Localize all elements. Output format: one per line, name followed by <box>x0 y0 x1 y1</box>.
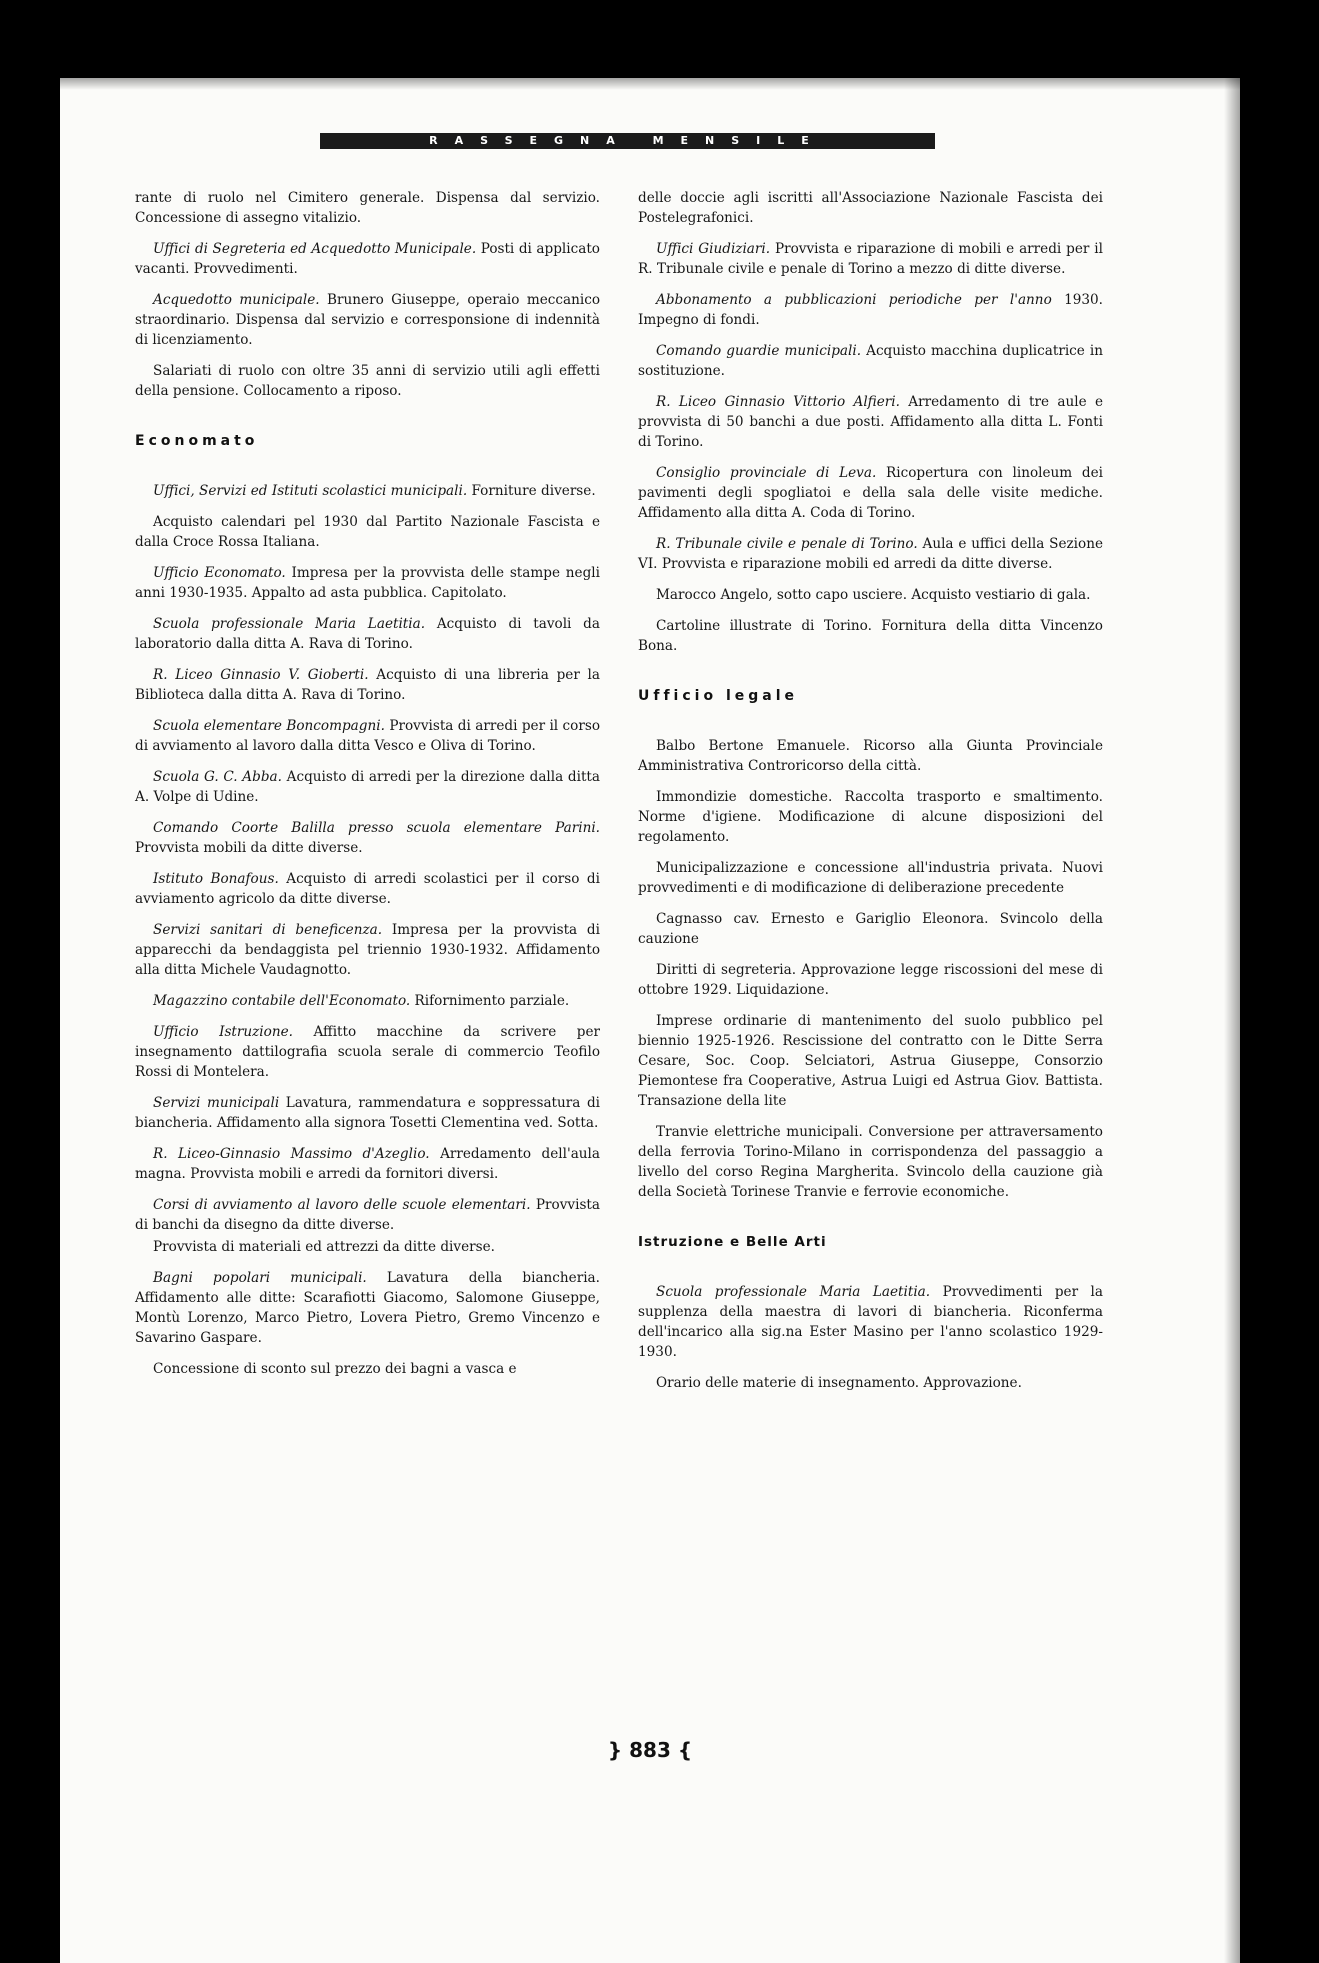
paragraph <box>135 991 600 1011</box>
entry-text: 1930. Impegno di fondi. <box>638 292 1103 328</box>
paragraph <box>135 665 600 705</box>
entry-text: Impresa per la provvista di apparecchi da bendaggista pel triennio 1930-1932. Affidamento alla ditta Michele Vaudagnotto. <box>135 922 600 978</box>
section-heading-economato: Economato <box>135 433 259 449</box>
entry-heading: R. Liceo Ginnasio Vittorio Alfieri. <box>656 394 900 410</box>
paragraph <box>135 1093 600 1133</box>
entry-heading: Acquedotto municipale. <box>153 292 320 308</box>
paragraph: Balbo Bertone Emanuele. Ricorso alla Giunta Provinciale Amministrativa Controricorso della città. <box>638 738 1103 774</box>
entry-text: Lavatura della biancheria. Affidamento alle ditte: Scarafiotti Giacomo, Salomone Giuseppe, Montù Lorenzo, Marco Pietro, Lovera Pietro, Gremo Vincenzo e Savarino Gaspare. <box>135 1270 600 1346</box>
paragraph: Salariati di ruolo con oltre 35 anni di servizio utili agli effetti della pensione. Collocamento a riposo. <box>135 363 600 399</box>
section-heading-ufficio-legale: Ufficio legale <box>638 688 798 704</box>
paragraph <box>135 716 600 756</box>
paragraph: Tranvie elettriche municipali. Conversione per attraversamento della ferrovia Torino-Milano in corrispondenza del passaggio a livello del corso Regina Margherita. Svincolo della cauzione già della Società Torinese Tranvie e ferrovie economiche. <box>638 1124 1103 1200</box>
entry-text: Arredamento di tre aule e provvista di 50 banchi a due posti. Affidamento alla ditta L. Fonti di Torino. <box>638 394 1103 450</box>
entry-heading: Scuola professionale Maria Laetitia. <box>153 616 426 632</box>
paragraph <box>135 481 600 501</box>
entry-text: Provvista mobili da ditte diverse. <box>135 840 363 856</box>
entry-heading: Uffici, Servizi ed Istituti scolastici municipali. <box>153 483 468 499</box>
paragraph <box>638 239 1103 279</box>
right-column <box>638 188 1103 1404</box>
entry-text: Acquisto di arredi per la direzione dalla ditta A. Volpe di Udine. <box>135 769 600 805</box>
paragraph <box>638 534 1103 574</box>
entry-heading: Scuola professionale Maria Laetitia. <box>656 1284 931 1300</box>
paragraph: rante di ruolo nel Cimitero generale. Dispensa dal servizio. Concessione di assegno vitalizio. <box>135 190 600 226</box>
running-header: RASSEGNA MENSILE <box>320 133 935 149</box>
entry-heading: Bagni popolari municipali. <box>153 1270 367 1286</box>
paragraph <box>135 869 600 909</box>
entry-text: Provvedimenti per la supplenza della maestra di lavori di biancheria. Riconferma dell'incarico alla sig.na Ester Masino per l'anno scolastico 1929-1930. <box>638 1284 1103 1360</box>
entry-text: Acquisto di arredi scolastici per il corso di avviamento agricolo da ditte diverse. <box>135 871 600 907</box>
paragraph: Municipalizzazione e concessione all'industria privata. Nuovi provvedimenti e di modificazione di deliberazione precedente <box>638 860 1103 896</box>
entry-heading: R. Liceo-Ginnasio Massimo d'Azeglio. <box>153 1146 430 1162</box>
entry-text: Affitto macchine da scrivere per insegnamento dattilografia scuola serale di commercio Teofilo Rossi di Montelera. <box>135 1024 600 1080</box>
entry-heading: Magazzino contabile dell'Economato. <box>153 993 411 1009</box>
entry-heading: Servizi municipali <box>153 1095 280 1111</box>
entry-heading: Scuola elementare Boncompagni. <box>153 718 385 734</box>
entry-heading: Comando guardie municipali. <box>656 343 862 359</box>
paragraph <box>638 341 1103 381</box>
entry-heading: Servizi sanitari di beneficenza. <box>153 922 383 938</box>
page-shadow <box>60 78 1240 90</box>
paragraph <box>135 818 600 858</box>
entry-heading: Scuola G. C. Abba. <box>153 769 282 785</box>
entry-heading: Uffici di Segreteria ed Acquedotto Municipale. <box>153 241 477 257</box>
page-number: } 883 { <box>607 1738 693 1762</box>
paragraph <box>638 463 1103 523</box>
paragraph <box>135 767 600 807</box>
paragraph: Cartoline illustrate di Torino. Fornitura della ditta Vincenzo Bona. <box>638 618 1103 654</box>
paragraph: Immondizie domestiche. Raccolta trasporto e smaltimento. Norme d'igiene. Modificazione di alcune disposizioni del regolamento. <box>638 789 1103 845</box>
entry-heading: Istituto Bonafous. <box>153 871 279 887</box>
paragraph: Orario delle materie di insegnamento. Approvazione. <box>656 1375 1022 1391</box>
section-heading-istruzione: Istruzione e Belle Arti <box>638 1234 827 1250</box>
paragraph <box>135 920 600 980</box>
entry-heading: Uffici Giudiziari. <box>656 241 771 257</box>
paragraph: Acquisto calendari pel 1930 dal Partito Nazionale Fascista e dalla Croce Rossa Italiana. <box>135 514 600 550</box>
entry-text: Brunero Giuseppe, operaio meccanico straordinario. Dispensa dal servizio e corresponsione di indennità di licenziamento. <box>135 292 601 348</box>
paragraph: Cagnasso cav. Ernesto e Gariglio Eleonora. Svincolo della cauzione <box>638 911 1103 947</box>
entry-text: Acquisto macchina duplicatrice in sostituzione. <box>638 343 1103 379</box>
paragraph: Provvista di materiali ed attrezzi da ditte diverse. <box>153 1239 495 1255</box>
paragraph <box>135 563 600 603</box>
entry-text: Provvista di arredi per il corso di avviamento al lavoro dalla ditta Vesco e Oliva di Torino. <box>135 718 601 754</box>
entry-text: Acquisto di tavoli da laboratorio dalla ditta A. Rava di Torino. <box>135 616 600 652</box>
entry-text: Posti di applicato vacanti. Provvedimenti. <box>135 241 600 277</box>
paragraph <box>638 290 1103 330</box>
paragraph <box>135 290 600 350</box>
paragraph <box>135 614 600 654</box>
entry-heading: Comando Coorte Balilla presso scuola elementare Parini. <box>153 820 600 836</box>
entry-text: Lavatura, rammendatura e soppressatura di biancheria. Affidamento alla signora Tosetti Clementina ved. Sotta. <box>135 1095 600 1131</box>
paragraph <box>135 1022 600 1082</box>
document-page <box>60 78 1240 1963</box>
paragraph: Diritti di segreteria. Approvazione legge riscossioni del mese di ottobre 1929. Liquidazione. <box>638 962 1103 998</box>
entry-text: Rifornimento parziale. <box>414 993 570 1009</box>
paragraph <box>638 392 1103 452</box>
entry-heading: Ufficio Economato. <box>153 565 286 581</box>
paragraph <box>638 1282 1103 1362</box>
left-column <box>135 188 600 1390</box>
paragraph <box>135 1268 600 1348</box>
entry-heading: Ufficio Istruzione. <box>153 1024 293 1040</box>
entry-heading: Corsi di avviamento al lavoro delle scuole elementari. <box>153 1197 531 1213</box>
entry-text: Provvista di banchi da disegno da ditte diverse. <box>135 1197 600 1233</box>
entry-heading: Abbonamento a pubblicazioni periodiche per l'anno <box>656 292 1052 308</box>
entry-text: Arredamento dell'aula magna. Provvista mobili e arredi da fornitori diversi. <box>135 1146 601 1182</box>
entry-heading: Consiglio provinciale di Leva. <box>656 465 877 481</box>
paragraph: Marocco Angelo, sotto capo usciere. Acquisto vestiario di gala. <box>656 587 1091 603</box>
entry-text: Forniture diverse. <box>471 483 596 499</box>
entry-text: Ricopertura con linoleum dei pavimenti degli spogliatoi e della sala delle visite mediche. Affidamento alla ditta A. Coda di Torino. <box>638 465 1103 521</box>
paragraph: delle doccie agli iscritti all'Associazione Nazionale Fascista dei Postelegrafonici. <box>638 190 1103 226</box>
entry-heading: R. Tribunale civile e penale di Torino. <box>656 536 918 552</box>
paragraph <box>135 1144 600 1184</box>
paragraph <box>135 239 600 279</box>
entry-text: Aula e uffici della Sezione VI. Provvista e riparazione mobili ed arredi da ditte diverse. <box>638 536 1103 572</box>
paragraph: Imprese ordinarie di mantenimento del suolo pubblico pel biennio 1925-1926. Rescissione del contratto con le Ditte Serra Cesare, Soc. Coop. Selciatori, Astrua Giuseppe, Consorzio Piemontese fra Cooperative, Astrua Luigi ed Astrua Giov. Battista. Transazione della lite <box>638 1013 1103 1109</box>
entry-text: Provvista e riparazione di mobili e arredi per il R. Tribunale civile e penale di Torino a mezzo di ditte diverse. <box>638 241 1103 277</box>
paragraph <box>135 1195 600 1235</box>
entry-heading: R. Liceo Ginnasio V. Gioberti. <box>153 667 369 683</box>
paragraph: Concessione di sconto sul prezzo dei bagni a vasca e <box>153 1361 517 1377</box>
entry-text: Impresa per la provvista delle stampe negli anni 1930-1935. Appalto ad asta pubblica. Capitolato. <box>135 565 600 601</box>
entry-text: Acquisto di una libreria per la Biblioteca dalla ditta A. Rava di Torino. <box>135 667 600 703</box>
